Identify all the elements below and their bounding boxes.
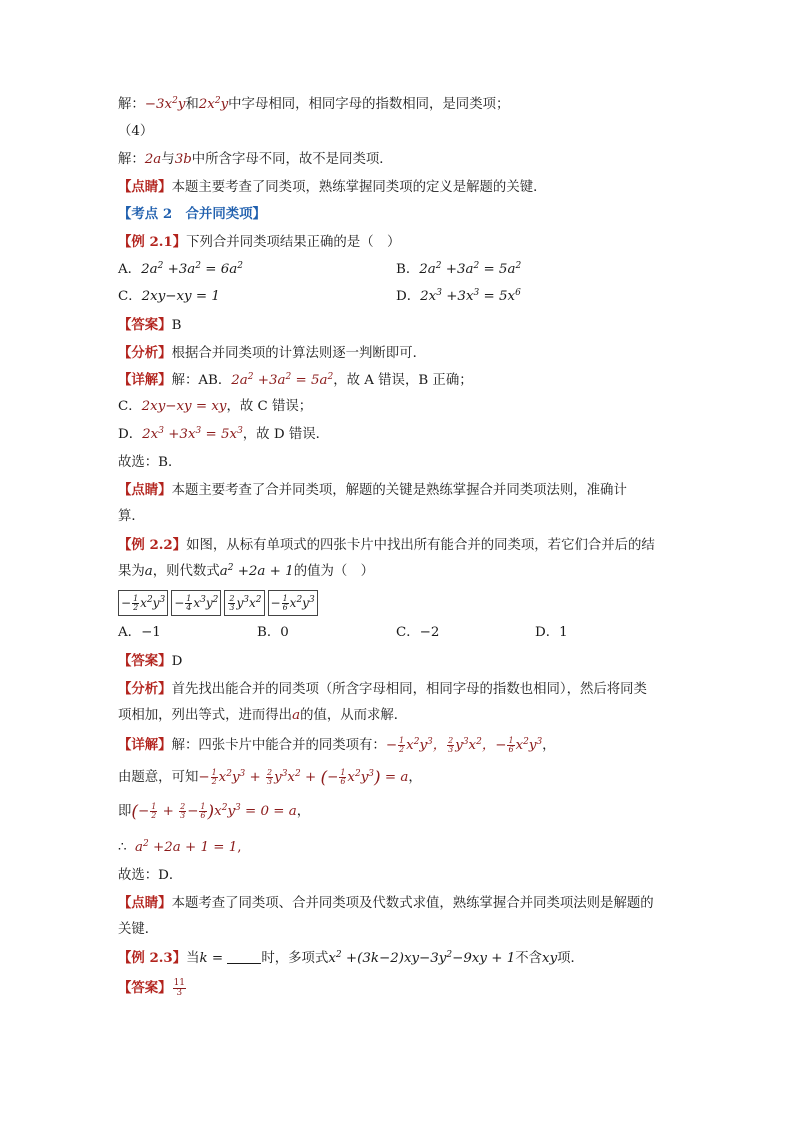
option-c-math: 2xy−xy = 1 <box>141 289 220 304</box>
detail-2-line-2: 由题意，可知− $\frac{1}{2}$ $x^2y^3$ + $\frac{2}{3}$ $y^3x^2$ + (− $\frac{1}{6}$ $x^2y^3) = a$， <box>118 768 422 788</box>
answer-line <box>118 316 181 335</box>
solution-line-4 <box>118 151 393 169</box>
text: 时，多项式 <box>261 951 329 966</box>
text: 解：AB． <box>171 373 232 388</box>
math: $a^2 +2a + 1$ <box>219 563 294 579</box>
text: 的值，从而求解． <box>300 708 408 723</box>
math: 3b <box>174 152 192 167</box>
math: a <box>292 708 301 723</box>
text: 如图，从标有单项式的四张卡片中找出所有能合并的同类项，若它们合并后的结 <box>186 538 655 553</box>
text: 本题主要考查了同类项，熟练掌握同类项的定义是解题的关键． <box>171 180 547 195</box>
options-row-1 <box>118 261 522 279</box>
math: a <box>144 564 153 579</box>
label: 解： <box>118 152 145 167</box>
option-a-math: $2a^2 +3a^2 = 6a^2$ <box>141 261 244 277</box>
therefore-symbol: ∴ <box>118 840 127 855</box>
answer-value: D <box>171 654 183 669</box>
example-2-3-question <box>118 949 584 968</box>
denominator: 3 <box>176 988 183 998</box>
text: 解：四张卡片中能合并的同类项有： <box>171 738 386 753</box>
math: $2x^3 +3x^3 = 5x^3$ <box>142 426 243 442</box>
label: 解： <box>118 97 145 112</box>
math: $2x^2y$ <box>198 96 229 112</box>
text: 的值为（ ） <box>293 564 375 579</box>
text: 中所含字母不同，故不是同类项． <box>191 152 393 167</box>
option-d-math: $2x^3 +3x^3 = 5x^6$ <box>420 288 521 304</box>
option-d-label: D． <box>396 289 421 304</box>
remark-tag: 【点睛】 <box>118 895 172 911</box>
options-row-2 <box>118 288 521 306</box>
answer-tag: 【答案】 <box>118 980 172 996</box>
option-a-label: A． <box>118 262 142 277</box>
text: 中字母相同，相同字母的指数相同，是同类项； <box>228 97 510 112</box>
example-2-2-line-1 <box>118 536 655 555</box>
remark-line <box>118 178 547 197</box>
math: $-3x^2y$ <box>144 96 186 112</box>
detail-tag: 【详解】 <box>118 737 172 753</box>
solution-line-3 <box>118 96 509 114</box>
remark-line-3a <box>118 894 654 913</box>
text: ，则代数式 <box>152 564 220 579</box>
numerator: 11 <box>173 978 186 988</box>
detail-line-2 <box>118 398 312 416</box>
detail-line-3 <box>118 426 329 444</box>
remark-line-2a <box>118 481 627 500</box>
analysis-line-2a <box>118 680 647 699</box>
answer-line-3 <box>118 979 187 998</box>
remark-line-2b: 算． <box>118 509 145 524</box>
math: $a^2 +2a + 1 = 1$ <box>135 839 238 855</box>
math: 2a <box>144 152 162 167</box>
option-b-label: B． <box>396 262 420 277</box>
text: 本题考查了同类项、合并同类项及代数式求值，熟练掌握合并同类项法则是解题的 <box>171 896 654 911</box>
analysis-line-2b <box>118 707 407 725</box>
text: 由题意，可知 <box>118 770 199 785</box>
math: $x^2 +(3k-2)xy-3y^2-9xy + 1$ <box>328 950 516 966</box>
detail-tag: 【详解】 <box>118 372 172 388</box>
text: D． <box>118 427 143 442</box>
option-c-label: C． <box>118 289 142 304</box>
option-b: B．0 <box>257 625 289 640</box>
example-2-2-line-2 <box>118 563 374 581</box>
math: xy <box>542 951 558 966</box>
example-tag: 【例 2.3】 <box>118 950 187 966</box>
option-a-label: A． <box>118 625 142 640</box>
text: 根据合并同类项的计算法则逐一判断即可． <box>171 346 426 361</box>
answer-line-2 <box>118 652 182 671</box>
detail-2-line-3: 即(− $\frac{1}{2}$ + $\frac{2}{3}$ − $\frac{1}{6}$ )$x^2y^3 = 0 = a$， <box>118 802 311 822</box>
example-tag: 【例 2.1】 <box>118 234 187 250</box>
answer-tag: 【答案】 <box>118 317 172 333</box>
analysis-tag: 【分析】 <box>118 345 172 361</box>
subquestion-number: （4） <box>118 124 154 139</box>
detail-line-1 <box>118 371 473 390</box>
choose-line: 故选：B． <box>118 455 182 470</box>
text: 不含 <box>515 951 543 966</box>
card-3: $\frac{2}{3}$ $y^3x^2$ <box>224 590 264 616</box>
option-d: D．1 <box>535 625 568 640</box>
option-b-math: $2a^2 +3a^2 = 5a^2$ <box>419 261 522 277</box>
section-heading: 【考点 2 合并同类项】 <box>118 206 266 222</box>
math: 2xy−xy = xy <box>141 399 227 414</box>
answer-blank <box>227 951 261 964</box>
option-c-label: C． <box>396 625 420 640</box>
math: (− $\frac{1}{2}$ + $\frac{2}{3}$ − $\frac{1}{6}$ )$x^2y^3 = 0 = a$ <box>131 802 297 822</box>
text: 下列合并同类项结果正确的是（ ） <box>186 235 401 250</box>
card-2: − $\frac{1}{4}$ $x^3y^2$ <box>171 590 221 616</box>
math: − $\frac{1}{2}$ $x^2y^3$， $\frac{2}{3}$ $y^3x^2$，− $\frac{1}{6}$ $x^2y^3$ <box>385 736 543 754</box>
card-1: − $\frac{1}{2}$ $x^2y^3$ <box>118 590 168 616</box>
text: 项． <box>557 951 584 966</box>
detail-2-line-1: 【详解】解：四张卡片中能合并的同类项有：− $\frac{1}{2}$ $x^2y^3$， $\frac{2}{3}$ $y^3x^2$，− $\frac{1}{6}$ $x^2y^3$， <box>118 736 556 754</box>
math: $2a^2 +3a^2 = 5a^2$ <box>231 372 334 388</box>
remark-line-3b: 关键． <box>118 922 159 937</box>
text: 与 <box>161 152 175 167</box>
math: − $\frac{1}{2}$ $x^2y^3$ + $\frac{2}{3}$ $y^3x^2$ + (− $\frac{1}{6}$ $x^2y^3) = a$ <box>198 768 409 788</box>
card-4: − $\frac{1}{6}$ $x^2y^3$ <box>268 590 318 616</box>
text: 首先找出能合并的同类项（所含字母相同，相同字母的指数也相同），然后将同类 <box>171 682 647 697</box>
math: k = <box>199 951 228 966</box>
choose-line-2: 故选：D． <box>118 868 183 883</box>
monomial-cards <box>118 590 321 616</box>
text: ，故 C 错误； <box>226 399 313 414</box>
text: 即 <box>118 804 132 819</box>
answer-value: B <box>171 318 182 333</box>
text: 果为 <box>118 564 145 579</box>
analysis-line <box>118 344 426 363</box>
therefore-line: ∴ $a^2 +2a + 1 = 1$, <box>118 839 242 855</box>
remark-tag: 【点睛】 <box>118 482 172 498</box>
example-tag: 【例 2.2】 <box>118 537 187 553</box>
text: 项相加，列出等式，进而得出 <box>118 708 293 723</box>
answer-tag: 【答案】 <box>118 653 172 669</box>
remark-tag: 【点睛】 <box>118 179 172 195</box>
text: ，故 D 错误． <box>242 427 329 442</box>
text: 当 <box>186 951 200 966</box>
example-2-1-question <box>118 233 400 252</box>
text: 和 <box>185 97 199 112</box>
answer-fraction <box>173 979 186 998</box>
text: ，故 A 错误，B 正确； <box>333 373 473 388</box>
analysis-tag: 【分析】 <box>118 681 172 697</box>
text: 本题主要考查了合并同类项，解题的关键是熟练掌握合并同类项法则，准确计 <box>171 483 627 498</box>
text: C． <box>118 399 142 414</box>
